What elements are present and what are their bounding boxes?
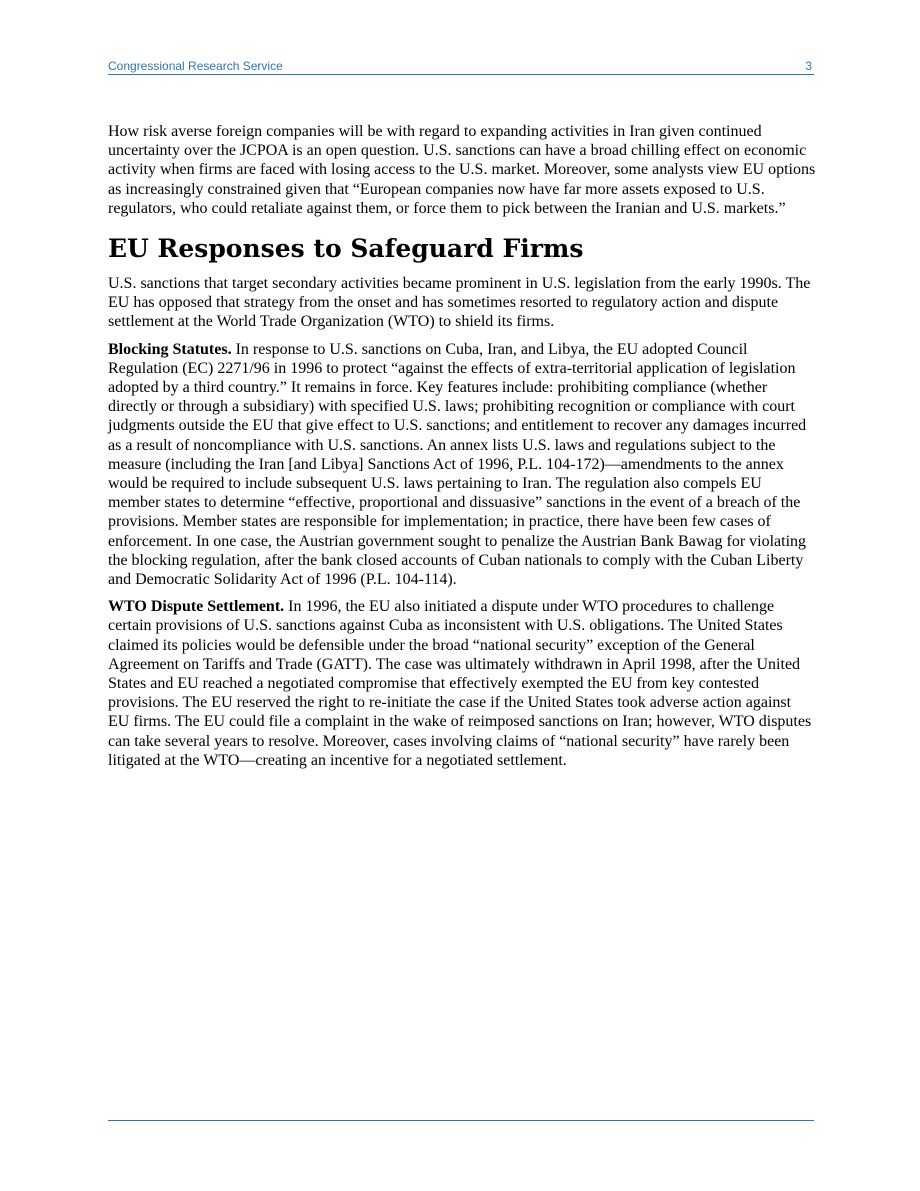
- header-source-label: Congressional Research Service: [108, 59, 283, 73]
- wto-dispute-title: WTO Dispute Settlement.: [108, 598, 285, 616]
- wto-dispute-text: In 1996, the EU also initiated a dispute under WTO procedures to challenge certain provisions of U.S. sanctions against Cuba as inconsistent with U.S. obligations. The United States claimed its policies would be defensible under the broad “national security” exception of the General Agreement on Tariffs and Trade (GATT). The case was ultimately withdrawn in April 1998, after the United States and EU reached a negotiated compromise that effectively exempted the EU from key contested provisions. The EU reserved the right to re-initiate the case if the United States took adverse action against EU firms. The EU could file a complaint in the wake of reimposed sanctions on Iran; however, WTO disputes can take several years to resolve. Moreover, cases involving claims of “national security” have rarely been litigated at the WTO—creating an incentive for a negotiated settlement.: [108, 598, 812, 769]
- page-header: [108, 58, 814, 75]
- blocking-statutes-title: Blocking Statutes.: [108, 340, 232, 358]
- section-heading: EU Responses to Safeguard Firms: [108, 234, 584, 264]
- section-intro-paragraph: U.S. sanctions that target secondary activities became prominent in U.S. legislation from the early 1990s. The EU has opposed that strategy from the onset and has sometimes resorted to regulatory action and dispute settlement at the World Trade Organization (WTO) to shield its firms.: [108, 275, 811, 331]
- blocking-statutes-text: In response to U.S. sanctions on Cuba, Iran, and Libya, the EU adopted Council Regulation (EC) 2271/96 in 1996 to protect “against the effects of extra-territorial application of legislation adopted by a third country.” It remains in force. Key features include: prohibiting compliance (whether directly or through a subsidiary) with specified U.S. laws; prohibiting recognition or compliance with court judgments outside the EU that give effect to U.S. sanctions; and entitlement to recover any damages incurred as a result of noncompliance with U.S. sanctions. An annex lists U.S. laws and regulations subject to the measure (including the Iran [and Libya] Sanctions Act of 1996, P.L. 104-172)—amendments to the annex would be required to include subsequent U.S. laws pertaining to Iran. The regulation also compels EU member states to determine “effective, proportional and dissuasive” sanctions in the event of a breach of the provisions. Member states are responsible for implementation; in practice, there have been few cases of enforcement. In one case, the Austrian government sought to penalize the Austrian Bank Bawag for violating the blocking regulation, after the bank closed accounts of Cuban nationals to comply with the Cuban Liberty and Democratic Solidarity Act of 1996 (P.L. 104-114).: [108, 340, 807, 589]
- wto-dispute-paragraph: [108, 597, 816, 770]
- blocking-statutes-paragraph: [108, 340, 816, 590]
- footer-rule: [108, 1120, 814, 1121]
- intro-paragraph: How risk averse foreign companies will be with regard to expanding activities in Iran given continued uncertainty over the JCPOA is an open question. U.S. sanctions can have a broad chilling effect on economic activity when firms are faced with losing access to the U.S. market. Moreover, some analysts view EU options as increasingly constrained given that “European companies now have far more assets exposed to U.S. regulators, who could retaliate against them, or force them to pick between the Iranian and U.S. markets.”: [108, 123, 816, 217]
- page-number: 3: [805, 59, 812, 73]
- document-body: [108, 122, 816, 778]
